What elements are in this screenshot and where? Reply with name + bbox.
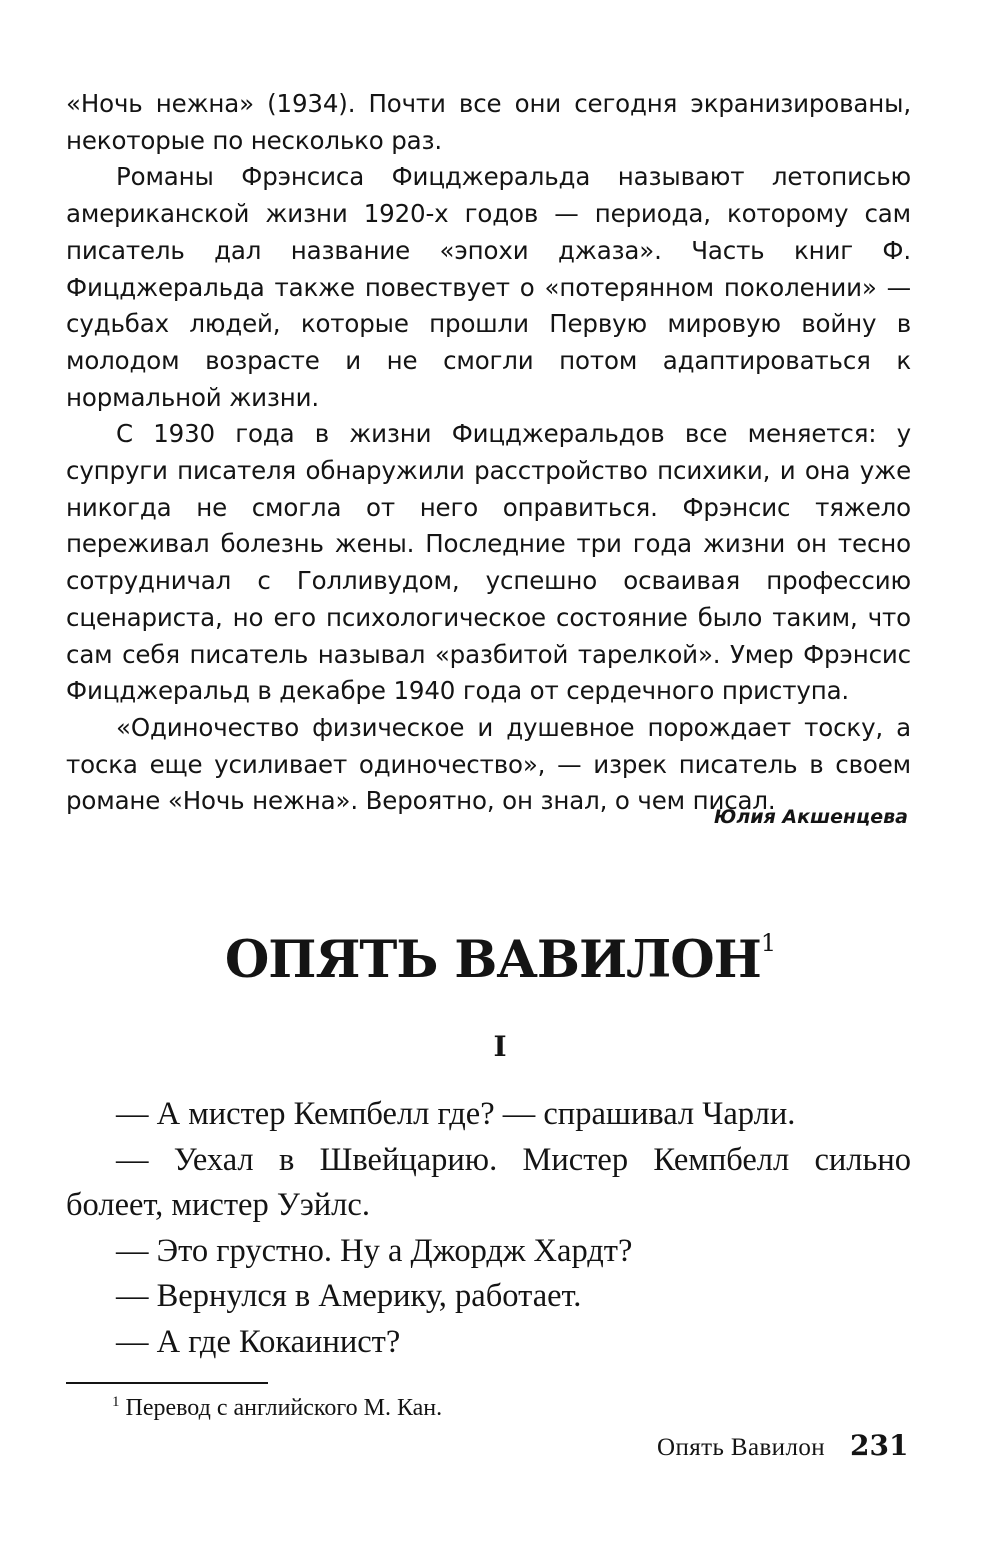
story-title-text: ОПЯТЬ ВАВИЛОН bbox=[224, 930, 761, 990]
story-dialogue bbox=[66, 1092, 911, 1365]
footnote-divider bbox=[66, 1382, 268, 1384]
intro-paragraph-2: Романы Фрэнсиса Фицджеральда называют летописью американской жизни 1920-х годов — периода, которому сам писатель дал название «эпохи джаза». Часть книг Ф. Фицджеральда также повествует о «потерянном поколении» — судьбах людей, которые прошли Первую мировую войну в молодом возрасте и не смогли потом адаптироваться к нормальной жизни. bbox=[66, 162, 911, 412]
intro-paragraph-1: «Ночь нежна» (1934). Почти все они сегодня экранизированы, некоторые по несколько раз. bbox=[66, 89, 911, 155]
story-title bbox=[0, 928, 1000, 992]
page-number: 231 bbox=[850, 1429, 909, 1462]
footnote-mark: 1 bbox=[112, 1394, 120, 1410]
chapter-heading: I bbox=[493, 1030, 507, 1063]
dialogue-line: — Уехал в Швейцарию. Мистер Кемпбелл сильно болеет, мистер Уэйлс. bbox=[66, 1141, 911, 1223]
footnote-text: Перевод с английского М. Кан. bbox=[125, 1395, 443, 1421]
author-signature: Юлия Акшенцева bbox=[714, 806, 908, 828]
dialogue-line: — Вернулся в Америку, работает. bbox=[116, 1278, 582, 1314]
title-footnote-mark: 1 bbox=[760, 929, 776, 957]
intro-paragraph-3: С 1930 года в жизни Фицджеральдов все меняется: у супруги писателя обнаружили расстройство психики, и она уже никогда не смогла от него оправиться. Фрэнсис тяжело переживал болезнь жены. Последние три года жизни он тесно сотрудничал с Голливудом, успешно осваивая профессию сценариста, но его психологическое состояние было таким, что сам себя писатель называл «разбитой тарелкой». Умер Фрэнсис Фицджеральд в декабре 1940 года от сердечного приступа. bbox=[66, 419, 911, 706]
intro-paragraph-4: «Одиночество физическое и душевное порождает тоску, а тоска еще усиливает одиночество», — изрек писатель в своем романе «Ночь нежна». Вероятно, он знал, о чем писал. bbox=[66, 712, 911, 816]
running-title: Опять Вавилон bbox=[657, 1434, 826, 1461]
intro-text bbox=[66, 86, 911, 820]
dialogue-line: — А мистер Кемпбелл где? — спрашивал Чарли. bbox=[116, 1096, 796, 1132]
footnote bbox=[112, 1393, 442, 1423]
dialogue-line: — Это грустно. Ну а Джордж Хардт? bbox=[116, 1232, 633, 1269]
dialogue-line: — А где Кокаинист? bbox=[116, 1323, 401, 1360]
